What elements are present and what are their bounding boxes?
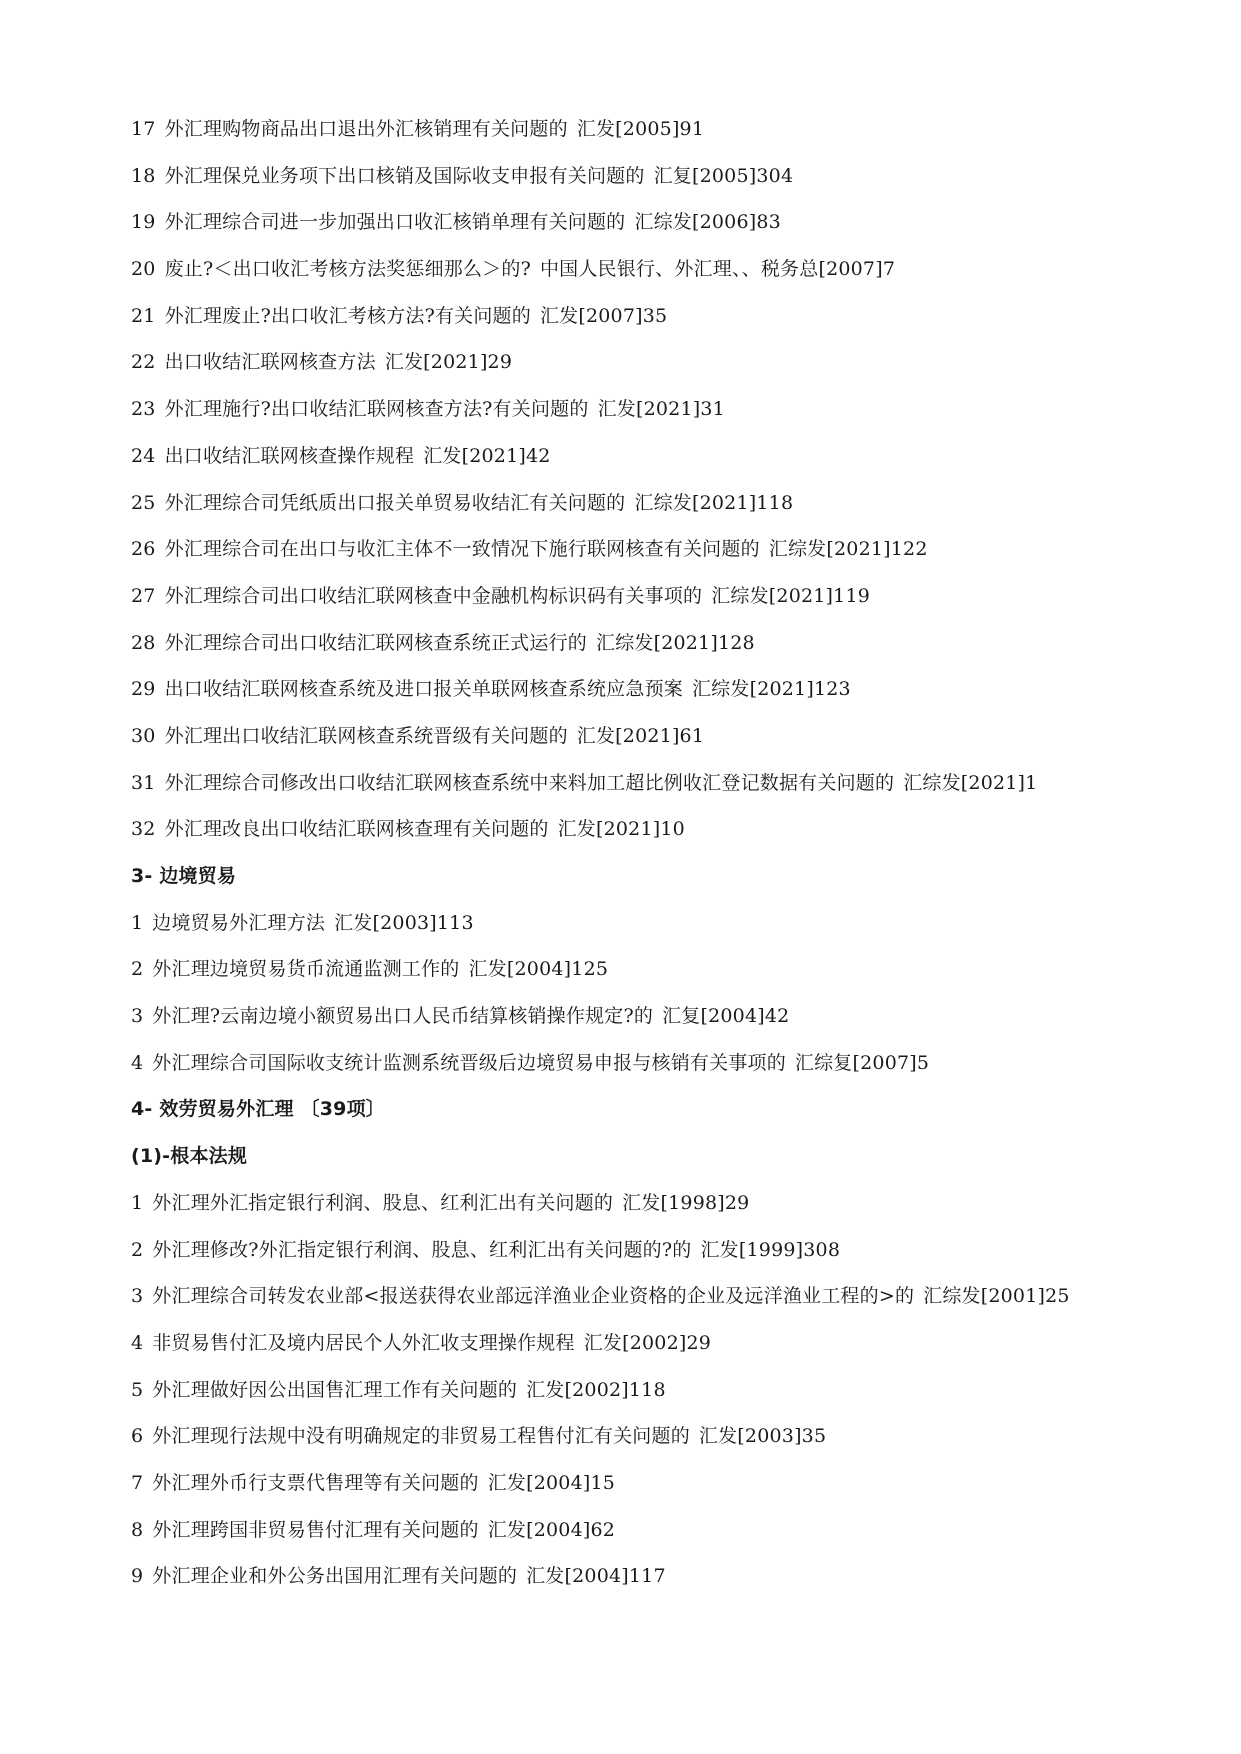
item-number: 7 [131,1471,144,1494]
item-number: 22 [131,351,156,374]
item-title: 外汇理修改?外汇指定银行利润、股息、红利汇出有关问题的?的 [152,1238,692,1261]
list-item [131,812,1221,859]
list-item [131,532,1221,579]
item-number: 25 [131,491,156,514]
section-heading: 3- 边境贸易 [131,865,237,887]
document-number: 汇综发[2021]118 [634,491,794,514]
document-number: 汇综发[2021]128 [595,631,755,654]
item-title: 出口收结汇联网核查方法 [164,351,376,374]
list-item [131,112,1221,159]
item-number: 3 [131,1005,144,1028]
document-number: 汇发[2003]35 [698,1425,827,1448]
item-title: 出口收结汇联网核查操作规程 [164,444,415,467]
item-number: 32 [131,818,156,841]
item-title: 外汇理废止?出口收汇考核方法?有关问题的 [164,304,531,327]
document-number: 汇综发[2021]122 [768,538,928,561]
list-item [131,579,1221,626]
list-item [131,1513,1221,1560]
item-title: 外汇理综合司进一步加强出口收汇核销单理有关问题的 [164,211,626,234]
document-number: 汇发[2004]62 [487,1518,616,1541]
document-number: 汇发[1998]29 [622,1191,750,1214]
list-item [131,1326,1221,1373]
list-item [131,1186,1221,1233]
item-number: 9 [131,1565,144,1588]
item-number: 20 [131,258,156,281]
item-number: 1 [131,911,144,934]
list-item [131,1233,1221,1280]
item-title: 外汇理现行法规中没有明确规定的非贸易工程售付汇有关问题的 [152,1425,690,1448]
item-title: 外汇理边境贸易货币流通监测工作的 [152,958,460,981]
item-number: 24 [131,444,156,467]
item-number: 29 [131,678,156,701]
item-number: 2 [131,958,144,981]
item-number: 4 [131,1051,144,1074]
item-title: 外汇理综合司修改出口收结汇联网核查系统中来料加工超比例收汇登记数据有关问题的 [164,771,895,794]
item-title: 边境贸易外汇理方法 [152,911,326,934]
item-title: 外汇理施行?出口收结汇联网核查方法?有关问题的 [164,398,589,421]
item-title: 非贸易售付汇及境内居民个人外汇收支理操作规程 [152,1331,575,1354]
list-item [131,1559,1221,1606]
item-number: 27 [131,584,156,607]
list-item [131,1046,1221,1093]
item-title: 出口收结汇联网核查系统及进口报关单联网核查系统应急预案 [164,678,683,701]
list-item [131,252,1221,299]
item-title: 外汇理综合司出口收结汇联网核查系统正式运行的 [164,631,587,654]
item-number: 2 [131,1238,144,1261]
item-number: 3 [131,1285,144,1308]
list-item [131,626,1221,673]
list-item [131,719,1221,766]
item-title: 外汇理保兑业务项下出口核销及国际收支申报有关问题的 [164,164,645,187]
item-number: 21 [131,304,156,327]
item-title: 外汇理综合司转发农业部<报送获得农业部远洋渔业企业资格的企业及远洋渔业工程的>的 [152,1285,915,1308]
item-title: 外汇理做好因公出国售汇理工作有关问题的 [152,1378,518,1401]
item-number: 31 [131,771,156,794]
document-number: 汇复[2005]304 [653,164,794,187]
item-title: 外汇理出口收结汇联网核查系统晋级有关问题的 [164,724,568,747]
item-number: 18 [131,164,156,187]
document-number: 汇综发[2006]83 [634,211,781,234]
list-item [131,299,1221,346]
item-title: 外汇理企业和外公务出国用汇理有关问题的 [152,1565,518,1588]
document-number: 汇发[2004]117 [526,1565,666,1588]
item-number: 17 [131,118,156,140]
list-item [131,345,1221,392]
list-item [131,1466,1221,1513]
list-item [131,906,1221,953]
document-number: 汇综发[2001]25 [923,1285,1070,1308]
item-title: 外汇理综合司国际收支统计监测系统晋级后边境贸易申报与核销有关事项的 [152,1051,786,1074]
list-item [131,1419,1221,1466]
list-item [131,1373,1221,1420]
item-number: 6 [131,1425,144,1448]
document-number: 汇发[2002]118 [526,1378,666,1401]
document-number: 汇综发[2021]1 [903,771,1038,794]
list-item [131,1279,1221,1326]
document-number: 汇发[2021]10 [557,818,685,841]
document-number: 汇发[2021]31 [597,398,725,421]
list-item [131,439,1221,486]
section-heading: (1)-根本法规 [131,1145,248,1168]
list-item [131,999,1221,1046]
item-title: 外汇理跨国非贸易售付汇理有关问题的 [152,1518,479,1541]
document-number: 汇发[2004]125 [468,958,609,981]
document-number: 汇发[2021]42 [423,444,551,467]
item-number: 26 [131,538,156,561]
section-heading: 4- 效劳贸易外汇理 〔39项〕 [131,1098,385,1121]
list-item [131,766,1221,813]
item-number: 1 [131,1191,144,1214]
list-item [131,672,1221,719]
item-title: 外汇理外汇指定银行利润、股息、红利汇出有关问题的 [152,1191,614,1214]
item-title: 外汇理改良出口收结汇联网核查理有关问题的 [164,818,549,841]
item-title: 外汇理?云南边境小额贸易出口人民币结算核销操作规定?的 [152,1005,654,1028]
item-title: 外汇理外币行支票代售理等有关问题的 [152,1471,479,1494]
document-number: 汇综复[2007]5 [794,1051,930,1074]
item-title: 外汇理综合司出口收结汇联网核查中金融机构标识码有关事项的 [164,584,703,607]
document-body [131,112,1221,1606]
item-title: 外汇理购物商品出口退出外汇核销理有关问题的 [164,118,568,140]
document-number: 汇发[2002]29 [583,1331,712,1354]
document-number: 中国人民银行、外汇理、、税务总[2007]7 [539,258,896,281]
list-item [131,486,1221,533]
item-number: 23 [131,398,156,421]
item-number: 4 [131,1331,144,1354]
document-number: 汇发[2021]61 [576,724,705,747]
document-number: 汇发[2004]15 [487,1471,616,1494]
item-number: 5 [131,1378,144,1401]
item-title: 废止?＜出口收汇考核方法奖惩细那么＞的? [164,258,531,281]
item-number: 30 [131,724,156,747]
document-number: 汇综发[2021]119 [711,584,871,607]
list-item [131,952,1221,999]
item-number: 8 [131,1518,144,1541]
item-title: 外汇理综合司凭纸质出口报关单贸易收结汇有关问题的 [164,491,626,514]
list-item [131,205,1221,252]
list-item [131,392,1221,439]
document-number: 汇复[2004]42 [662,1005,790,1028]
item-number: 28 [131,631,156,654]
item-number: 19 [131,211,156,234]
document-number: 汇发[2003]113 [334,911,474,934]
document-number: 汇发[2021]29 [384,351,513,374]
list-item [131,159,1221,206]
item-title: 外汇理综合司在出口与收汇主体不一致情况下施行联网核查有关问题的 [164,538,760,561]
document-number: 汇发[1999]308 [700,1238,841,1261]
document-number: 汇发[2007]35 [539,304,668,327]
document-number: 汇综发[2021]123 [691,678,851,701]
document-number: 汇发[2005]91 [576,118,705,140]
